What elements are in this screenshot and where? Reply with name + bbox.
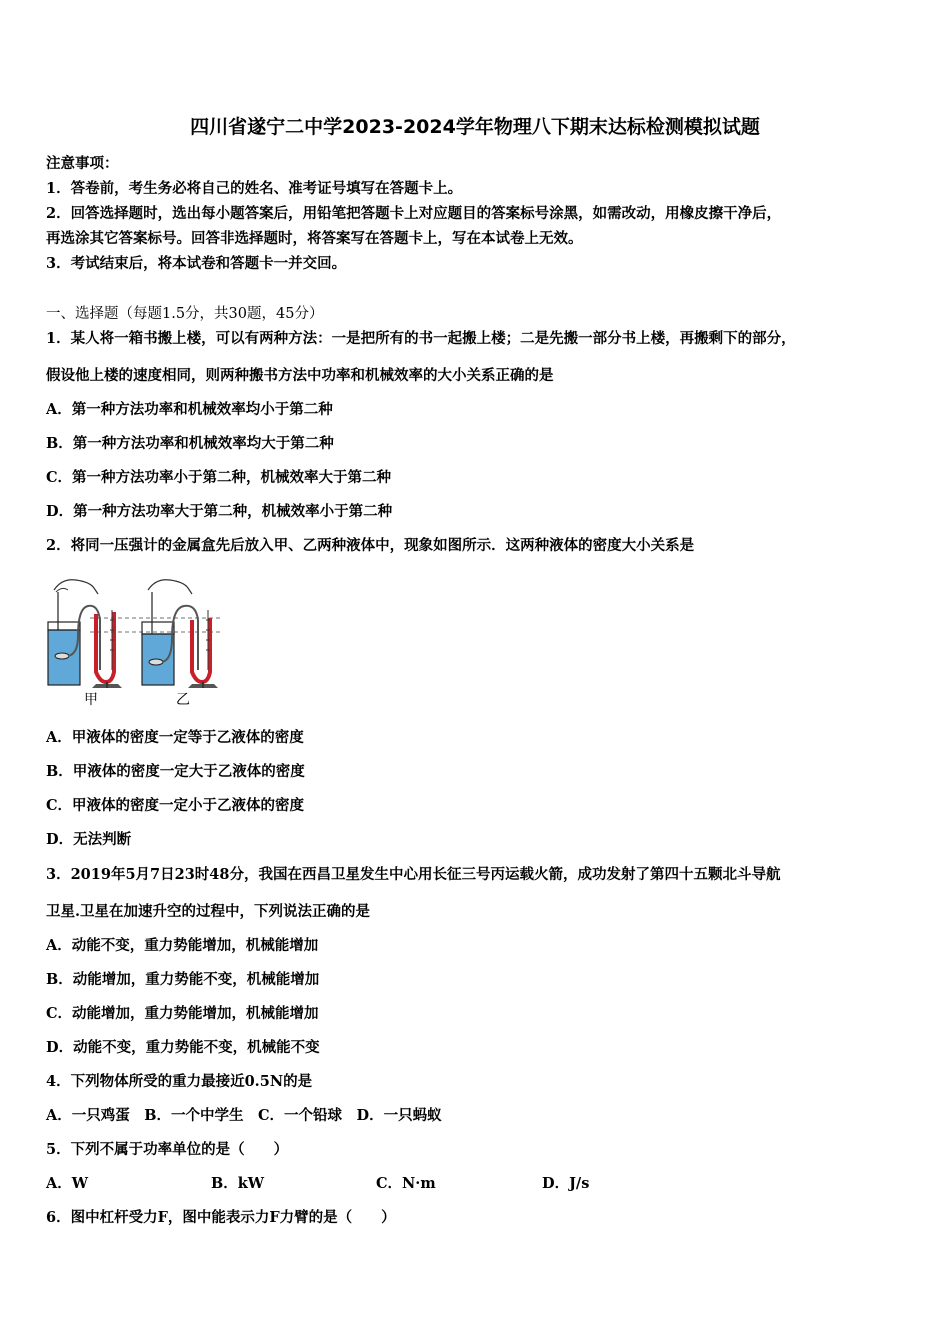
notice-item-1: 1．答卷前，考生务必将自己的姓名、准考证号填写在答题卡上。 [46, 180, 463, 197]
q1-option-c: C．第一种方法功率小于第二种，机械效率大于第二种 [46, 469, 392, 486]
manometer-left [96, 612, 114, 682]
q1-stem-line2: 假设他上楼的速度相同，则两种搬书方法中功率和机械效率的大小关系正确的是 [46, 367, 554, 384]
q2-option-b: B．甲液体的密度一定大于乙液体的密度 [46, 763, 305, 780]
q3-option-c: C．动能增加，重力势能增加，机械能增加 [46, 1005, 319, 1022]
q5-option-c: C．N·m [376, 1175, 436, 1192]
notice-item-2-cont: 再选涂其它答案标号。回答非选择题时，将答案写在答题卡上，写在本试卷上无效。 [46, 230, 583, 247]
q3-option-b: B．动能增加，重力势能不变，机械能增加 [46, 971, 320, 988]
q1-option-d: D．第一种方法功率大于第二种，机械效率小于第二种 [46, 503, 393, 520]
q4-options: A．一只鸡蛋 B．一个中学生 C．一个铅球 D．一只蚂蚁 [46, 1107, 442, 1124]
q2-option-c: C．甲液体的密度一定小于乙液体的密度 [46, 797, 305, 814]
notice-item-2: 2．回答选择题时，选出每小题答案后，用铅笔把答题卡上对应题目的答案标号涂黑，如需改动，用橡皮擦干净后， [46, 205, 782, 222]
figure-label-yi: 乙 [176, 692, 190, 708]
q1-option-a: A．第一种方法功率和机械效率均小于第二种 [46, 401, 333, 418]
q3-option-a: A．动能不变，重力势能增加，机械能增加 [46, 937, 319, 954]
q2-option-d: D．无法判断 [46, 831, 132, 848]
figure-left-setup [48, 580, 122, 688]
q2-option-a: A．甲液体的密度一定等于乙液体的密度 [46, 729, 304, 746]
q4-stem: 4．下列物体所受的重力最接近0.5N的是 [46, 1073, 313, 1090]
page-title: 四川省遂宁二中学2023-2024学年物理八下期末达标检测模拟试题 [190, 116, 760, 138]
section-heading: 一、选择题（每题1.5分，共30题，45分） [46, 306, 324, 322]
figure-right-setup [142, 580, 218, 688]
notice-heading: 注意事项： [46, 155, 119, 172]
q5-option-a: A．W [46, 1175, 89, 1192]
q3-option-d: D．动能不变，重力势能不变，机械能不变 [46, 1039, 320, 1056]
hand-icon [54, 580, 98, 594]
figure-label-jia: 甲 [84, 692, 98, 708]
q5-stem: 5．下列不属于功率单位的是（ ） [46, 1141, 289, 1158]
q3-stem-line2: 卫星.卫星在加速升空的过程中，下列说法正确的是 [46, 903, 371, 920]
hand-icon [148, 580, 192, 594]
q2-stem: 2．将同一压强计的金属盒先后放入甲、乙两种液体中，现象如图所示．这两种液体的密度大小关系是 [46, 537, 695, 554]
q5-option-b: B．kW [211, 1175, 265, 1192]
notice-item-3: 3．考试结束后，将本试卷和答题卡一并交回。 [46, 255, 347, 272]
pressure-gauge-figure [40, 570, 230, 710]
q5-option-d: D．J/s [542, 1175, 590, 1192]
q6-stem: 6．图中杠杆受力F，图中能表示力F力臂的是（ ） [46, 1209, 396, 1226]
q1-stem-line1: 1．某人将一箱书搬上楼，可以有两种方法：一是把所有的书一起搬上楼；二是先搬一部分书上楼，再搬剩下的部分， [46, 330, 796, 347]
q3-stem-line1: 3．2019年5月7日23时48分，我国在西昌卫星发生中心用长征三号丙运载火箭，成功发射了第四十五颗北斗导航 [46, 866, 781, 883]
q1-option-b: B．第一种方法功率和机械效率均大于第二种 [46, 435, 334, 452]
